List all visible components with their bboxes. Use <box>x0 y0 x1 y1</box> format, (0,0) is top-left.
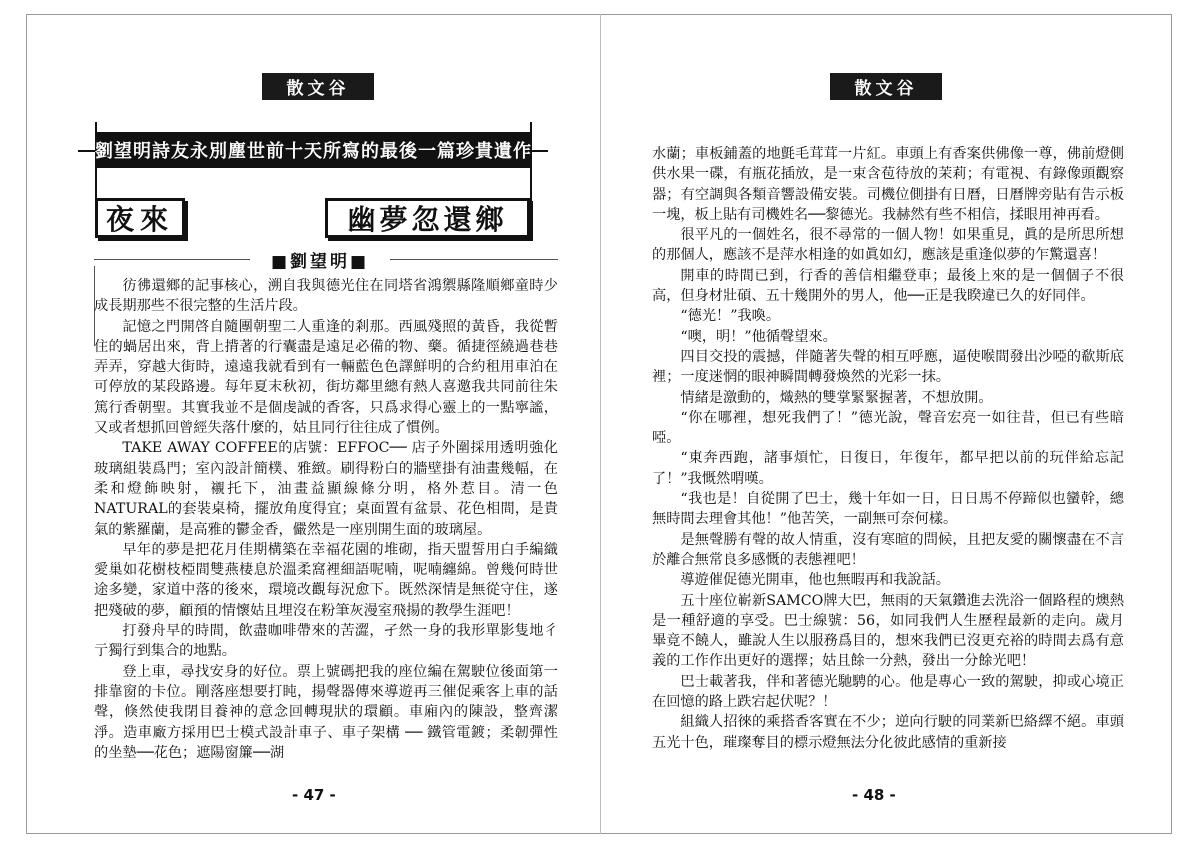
paragraph: 打發舟早的時間，飲盡咖啡帶來的苦澀，孑然一身的我形單影隻地彳亍獨行到集合的地點。 <box>94 623 558 660</box>
paragraph: “東奔西跑，諸事煩忙，日復日，年復年，都早把以前的玩伴給忘記了！”我慨然喟嘆。 <box>652 450 1124 487</box>
article-body-right <box>652 144 1124 753</box>
paragraph: 彷彿還鄉的記事核心，溯自我與德光住在同塔省鴻禦縣隆順鄉童時少成長期那些不很完整的生活片段。 <box>94 278 558 315</box>
paragraph: 情緒是激動的，熾熱的雙掌緊緊握著，不想放開。 <box>680 389 993 406</box>
paragraph: 導遊催促德光開車，他也無暇再和我說話。 <box>680 572 950 589</box>
paragraph: 開車的時間已到，行香的善信相繼登車；最後上來的是一個個子不很高，但身材壯碩、五十幾開外的男人，他──正是我睽違已久的好同伴。 <box>652 267 1124 305</box>
paragraph: 記憶之門開啓自隨團朝聖二人重逢的剎那。西風殘照的黃昏，我從暫住的蝸居出來，背上揹著的行囊盡是遠足必備的物、藥。循捷徑繞過巷巷弄弄，穿越大街時，遠遠我就看到有一輛藍色色譯鮮明的合約租用車泊在可停放的某段路邊。每年夏末秋初，街坊鄰里總有熱人喜邀我共同前往朱篤行香朝聖。其實我並不是個虔誠的香客，只爲求得心靈上的一點寧謐，又或者想抓回曾經失落什麼的，姑且同行往往成了慣例。 <box>94 318 558 437</box>
title-part2: 幽夢忽還鄉 <box>325 198 530 238</box>
banner-rule-right <box>530 150 548 152</box>
paragraph: 很平凡的一個姓名，很不尋常的一個人物！如果重見，眞的是所思所想的那個人，應該不是萍水相逢的如眞如幻，應該是重逢似夢的乍驚還喜！ <box>652 227 1124 264</box>
page-number: - 48 - <box>852 786 896 804</box>
paragraph: 早年的夢是把花月佳期構築在幸福花園的堆砌，指天盟誓用白手編織愛巢如花樹枝椏間雙燕棲息於溫柔窩裡細語呢喃，呢喃纏綿。曾幾何時世途多變，家道中落的後來，環境改觀每況愈下。既然深情是無從守住，遂把殘破的夢，顧預的情懷姑且埋沒在粉筆灰漫室飛揚的教學生涯吧！ <box>94 541 558 619</box>
paragraph: 巴士載著我，伴和著德光馳騁的心。他是專心一致的駕駛，抑或心境正在回憶的路上跌宕起伏呢？！ <box>652 673 1124 711</box>
section-tag: 散文谷 <box>830 73 942 100</box>
author-rule-right <box>390 259 558 260</box>
left-page <box>50 14 598 834</box>
right-page <box>630 14 1178 834</box>
page-fold <box>600 14 601 834</box>
paragraph: “噢，明！”他循聲望來。 <box>680 328 837 345</box>
paragraph: 四目交投的震撼，伴隨著失聲的相互呼應，逼使喉間發出沙啞的欷斯底裡；一度迷惘的眼神瞬間轉發煥然的光彩一抹。 <box>652 348 1124 386</box>
paragraph: 水蘭；車板鋪蓋的地氈毛茸茸一片紅。車頭上有香案供佛像一尊，佛前燈側供水果一碟，有瓶花插放，是一束含苞待放的茉莉；有電視、有錄像頭觀察器；有空調與各類音響設備安裝。司機位側掛有日曆，日曆牌旁貼有告示板一塊，板上貼有司機姓名──黎德光。我赫然有些不相信，揉眼用神再看。 <box>652 146 1124 223</box>
section-tag: 散文谷 <box>262 73 374 100</box>
paragraph: 登上車，尋找安身的好位。票上號碼把我的座位編在駕駛位後面第一排靠窗的卡位。剛落座想要打盹，揚聲器傳來導遊再三催促乘客上車的話聲，倏然使我閉目養神的意念回轉現狀的環顧。車廂內的陳設，整齊潔淨。造車廠方採用巴士模式設計車子、車子架構 ── 鐵管電鍍；柔韌彈性的坐墊──花色；遮陽窗簾──湖 <box>94 663 558 761</box>
paragraph: “你在哪裡，想死我們了！”德光說，聲音宏亮一如往昔，但已有些暗啞。 <box>652 409 1124 447</box>
author-name: ■劉望明■ <box>250 248 390 270</box>
paragraph: 是無聲勝有聲的故人情重，沒有寒暄的問候，且把友愛的關懷盡在不言於離合無常良多感慨的表態裡吧！ <box>652 531 1124 568</box>
paragraph: 組織人招徠的乘搭香客實在不少；逆向行駛的同業新巴絡繹不絕。車頭五光十色，璀璨奪目的標示燈無法分化彼此感情的重新接 <box>652 714 1124 751</box>
memorial-banner: 劉望明詩友永別塵世前十天所寫的最後一篇珍貴遺作 <box>95 132 532 168</box>
article-body-left <box>94 276 558 763</box>
banner-rule-left <box>78 150 96 152</box>
paragraph: 五十座位嶄新SAMCO牌大巴，無雨的天氣鑽進去洗浴一個路程的燠熱是一種舒適的享受。巴士線號：56，如同我們人生歷程最新的走向。歲月畢竟不饒人，雖說人生以服務爲目的，想來我們已沒更充裕的時間去爲有意義的工作作出更好的選擇；姑且餘一分熱，發出一分餘光吧！ <box>652 592 1124 670</box>
author-rule-left <box>94 259 250 260</box>
paragraph: “我也是！自從開了巴士，幾十年如一日，日日馬不停蹄似也蠻幹，總無時間去理會其他！”他苦笑，一副無可奈何樣。 <box>652 491 1124 528</box>
page-number: - 47 - <box>292 786 336 804</box>
paragraph: “德光！”我喚。 <box>680 308 781 325</box>
paragraph: TAKE AWAY COFFEE的店號：EFFOC── 店子外圍採用透明強化玻璃組裝爲門；室內設計簡樸、雅緻。刷得粉白的牆壁掛有油畫幾幅，在柔和燈飾映射，襯托下，油畫益顯線條分明，格外惹目。清一色NATURAL的套裝桌椅，擺放角度得宜；桌面置有盆景、花色相間，是貴氣的紫羅蘭，是高雅的鬱金香，儼然是一座別開生面的玻璃屋。 <box>94 440 558 538</box>
title-part1: 夜來 <box>95 198 185 238</box>
